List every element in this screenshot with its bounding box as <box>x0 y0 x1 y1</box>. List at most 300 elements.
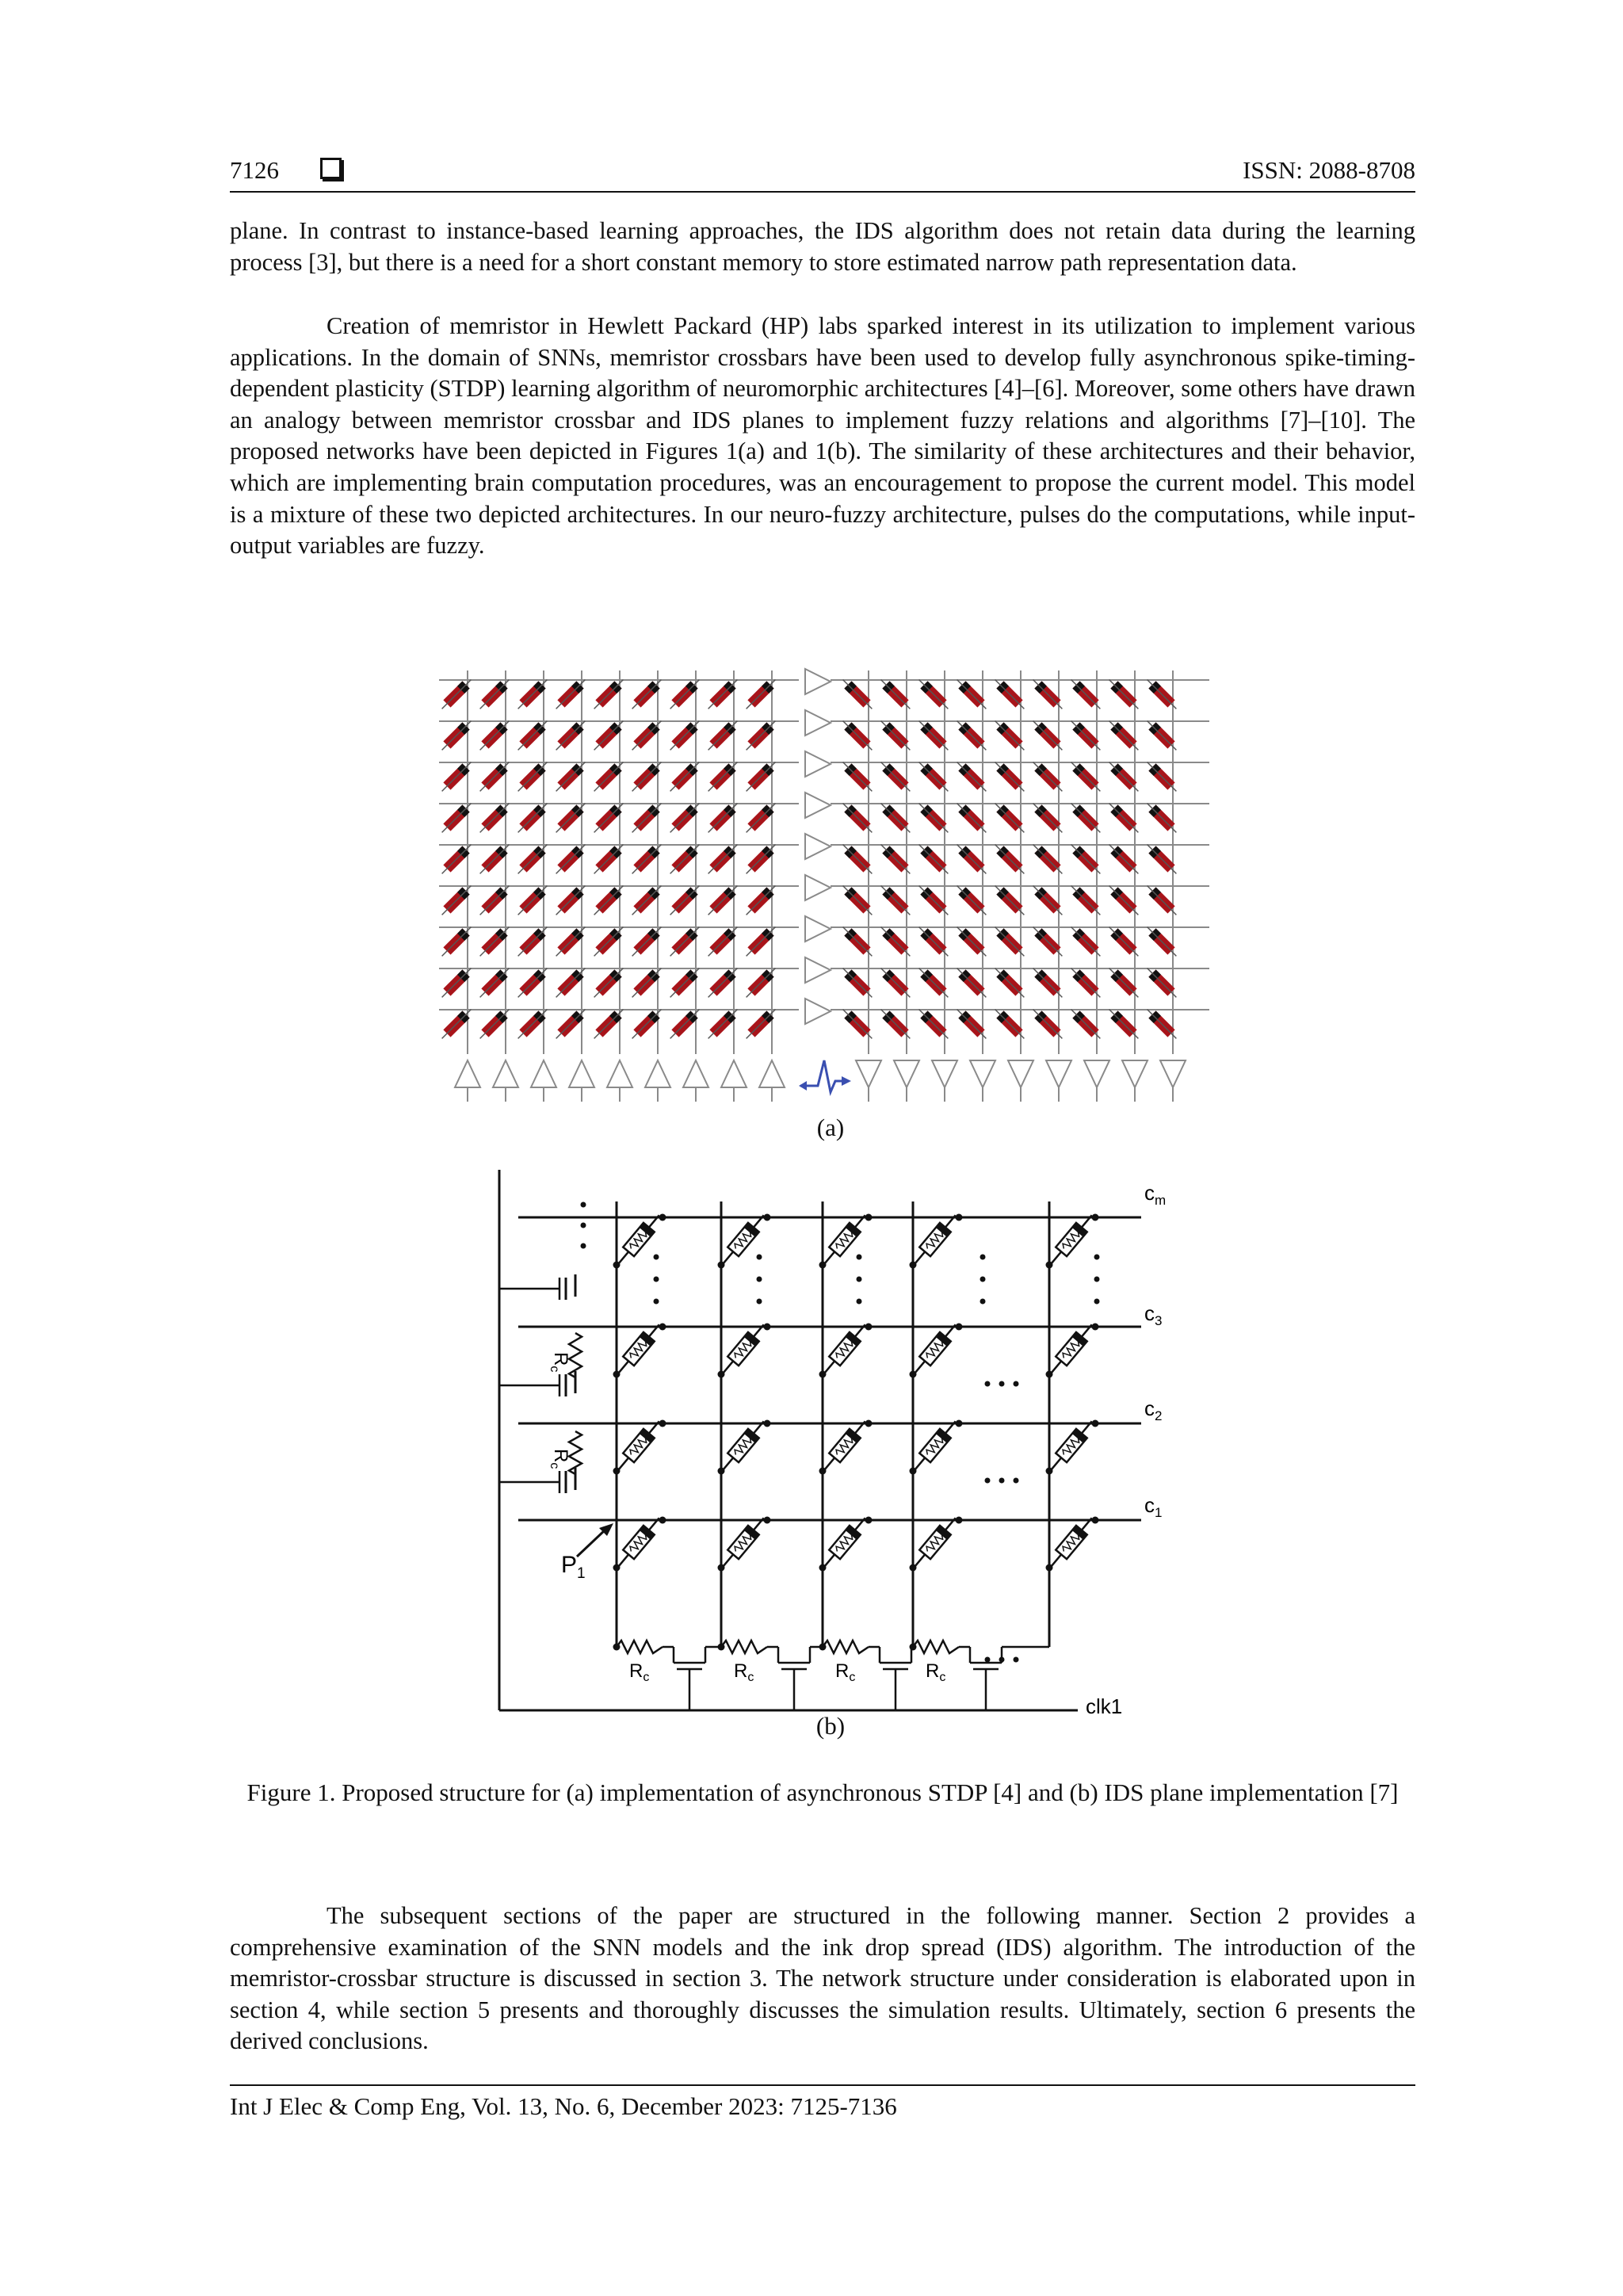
memristor-right <box>1144 965 1180 1001</box>
junction-dot <box>1046 1371 1053 1378</box>
memristor-lead <box>957 680 987 709</box>
memristor-left <box>514 758 551 795</box>
memristor-lead <box>1033 886 1063 915</box>
memristor-lead <box>881 968 911 998</box>
junction-dot <box>956 1214 963 1221</box>
memristor-right <box>1067 923 1104 960</box>
memristor-right <box>953 965 990 1001</box>
memristor-symbol <box>1045 1211 1097 1269</box>
memristor-left <box>628 841 665 877</box>
memristor-left <box>476 1006 513 1042</box>
memristor-lead <box>843 886 873 915</box>
memristor-left <box>476 923 513 960</box>
memristor-lead <box>747 845 776 874</box>
memristor-lead <box>881 721 911 751</box>
memristor-right <box>1029 965 1066 1001</box>
memristor-left <box>552 717 589 754</box>
memristor-lead <box>881 1010 911 1039</box>
neuron-triangle-up <box>683 1060 708 1087</box>
junction-dot <box>956 1517 963 1524</box>
neuron-triangle-right <box>805 875 831 900</box>
page-number: 7126 <box>230 156 279 184</box>
memristor-right <box>991 676 1028 712</box>
memristor-left <box>552 923 589 960</box>
memristor-lead <box>480 804 510 833</box>
bottom-resistor <box>913 1641 959 1653</box>
junction-dot <box>1092 1420 1099 1427</box>
memristor-right <box>1106 717 1142 754</box>
memristor-lead <box>995 886 1025 915</box>
memristor-left <box>476 676 513 712</box>
junction-dot <box>659 1214 666 1221</box>
memristor-left <box>705 758 741 795</box>
memristor-box <box>919 1332 951 1366</box>
memristor-right <box>1029 923 1066 960</box>
memristor-left <box>628 882 665 919</box>
memristor-lead <box>708 680 738 709</box>
neuron-triangle-right <box>805 957 831 983</box>
junction-dot <box>613 1468 621 1475</box>
memristor-lead <box>556 762 586 792</box>
memristor-lead <box>843 721 873 751</box>
label-c2: $c_2$ <box>1144 1396 1163 1423</box>
memristor-lead <box>747 680 776 709</box>
memristor-symbol <box>717 1514 769 1572</box>
memristor-lead <box>919 886 949 915</box>
junction-dot <box>764 1420 771 1427</box>
memristor-box <box>1056 1526 1087 1559</box>
neuron-triangle-down <box>894 1060 919 1087</box>
ellipsis-dot <box>980 1299 986 1305</box>
memristor-lead <box>1109 721 1139 751</box>
memristor-lead <box>1109 845 1139 874</box>
memristor-right <box>839 717 876 754</box>
memristor-lead <box>670 968 700 998</box>
memristor-lead <box>708 762 738 792</box>
running-header <box>230 153 1415 193</box>
memristor-lead <box>1071 721 1101 751</box>
memristor-right <box>1067 841 1104 877</box>
memristor-right <box>839 676 876 712</box>
memristor-lead <box>843 1010 873 1039</box>
memristor-lead <box>518 721 548 751</box>
memristor-lead <box>957 886 987 915</box>
memristor-lead <box>919 968 949 998</box>
memristor-left <box>552 758 589 795</box>
memristor-lead <box>670 804 700 833</box>
memristor-left <box>438 882 475 919</box>
memristor-right <box>915 841 952 877</box>
memristor-right <box>1106 882 1142 919</box>
memristor-lead <box>670 721 700 751</box>
memristor-right <box>877 1006 914 1042</box>
label-rc <box>629 1660 649 1684</box>
memristor-lead <box>632 845 662 874</box>
memristor-right <box>877 841 914 877</box>
junction-dot <box>956 1420 963 1427</box>
memristor-left <box>743 882 779 919</box>
neuron-triangle-right <box>805 710 831 735</box>
memristor-left <box>666 717 703 754</box>
junction-dot <box>764 1517 771 1524</box>
memristor-left <box>666 965 703 1001</box>
memristor-left <box>552 800 589 836</box>
memristor-lead <box>594 804 624 833</box>
label-rc-sub: c <box>548 1366 561 1373</box>
memristor-lead <box>480 968 510 998</box>
memristor-left <box>590 882 627 919</box>
memristor-lead <box>919 804 949 833</box>
memristor-right <box>1144 717 1180 754</box>
memristor-right <box>877 923 914 960</box>
spike-arrow-left <box>799 1081 807 1091</box>
memristor-lead <box>480 845 510 874</box>
memristor-left <box>705 923 741 960</box>
label-rc <box>548 1352 571 1372</box>
memristor-lead <box>1109 762 1139 792</box>
memristor-box <box>1056 1223 1087 1256</box>
memristor-lead <box>480 1010 510 1039</box>
label-rc-main: R <box>550 1352 571 1366</box>
memristor-left <box>666 1006 703 1042</box>
bottom-resistor <box>617 1641 663 1653</box>
memristor-lead <box>881 680 911 709</box>
memristor-left <box>552 882 589 919</box>
memristor-right <box>877 800 914 836</box>
memristor-left <box>476 965 513 1001</box>
junction-dot <box>910 1262 917 1269</box>
memristor-lead <box>919 927 949 957</box>
memristor-lead <box>1071 886 1101 915</box>
neuron-triangle-down <box>1084 1060 1109 1087</box>
label-rc <box>734 1660 754 1684</box>
ellipsis-dot <box>757 1277 762 1282</box>
memristor-symbol <box>1045 1320 1097 1378</box>
label-p1: $P_1$ <box>561 1552 586 1582</box>
label-rc-sub: c <box>548 1462 561 1469</box>
memristor-left <box>628 923 665 960</box>
memristor-lead <box>881 927 911 957</box>
memristor-lead <box>919 680 949 709</box>
memristor-lead <box>957 804 987 833</box>
memristor-right <box>953 676 990 712</box>
memristor-right <box>1029 882 1066 919</box>
memristor-lead <box>594 968 624 998</box>
junction-dot <box>1046 1262 1053 1269</box>
ellipsis-dot <box>1014 1478 1019 1484</box>
memristor-lead <box>670 886 700 915</box>
memristor-left <box>438 800 475 836</box>
ellipsis-dot <box>1094 1299 1100 1305</box>
p1-arrow-line <box>577 1530 605 1557</box>
memristor-lead <box>747 1010 776 1039</box>
memristor-right <box>991 1006 1028 1042</box>
memristor-lead <box>708 886 738 915</box>
memristor-lead <box>995 721 1025 751</box>
label-clk1: clk1 <box>1086 1694 1123 1718</box>
neuron-triangle-down <box>1160 1060 1186 1087</box>
memristor-lead <box>881 804 911 833</box>
memristor-symbol <box>819 1417 870 1475</box>
memristor-lead <box>1071 1010 1101 1039</box>
memristor-left <box>705 717 741 754</box>
memristor-left <box>590 800 627 836</box>
memristor-right <box>991 758 1028 795</box>
memristor-lead <box>518 762 548 792</box>
memristor-symbol <box>613 1417 664 1475</box>
memristor-lead <box>632 721 662 751</box>
memristor-right <box>877 965 914 1001</box>
memristor-left <box>705 965 741 1001</box>
neuron-triangle-up <box>645 1060 670 1087</box>
memristor-right <box>1144 841 1180 877</box>
memristor-lead <box>995 927 1025 957</box>
memristor-left <box>438 676 475 712</box>
junction-dot <box>1092 1517 1099 1524</box>
memristor-lead <box>1033 927 1063 957</box>
memristor-lead <box>480 886 510 915</box>
neuron-triangle-down <box>970 1060 995 1087</box>
memristor-symbol <box>909 1417 960 1475</box>
junction-dot <box>819 1644 827 1651</box>
memristor-lead <box>957 721 987 751</box>
memristor-left <box>705 1006 741 1042</box>
memristor-left <box>743 676 779 712</box>
memristor-left <box>438 923 475 960</box>
junction-dot <box>1046 1564 1053 1572</box>
memristor-right <box>915 1006 952 1042</box>
junction-dot <box>910 1468 917 1475</box>
ellipsis-dot <box>1094 1277 1100 1282</box>
memristor-lead <box>1109 927 1139 957</box>
memristor-lead <box>747 762 776 792</box>
memristor-right <box>953 882 990 919</box>
memristor-right <box>915 882 952 919</box>
memristor-lead <box>442 968 472 998</box>
memristor-lead <box>518 804 548 833</box>
memristor-lead <box>1148 721 1177 751</box>
junction-dot <box>718 1371 725 1378</box>
memristor-left <box>476 841 513 877</box>
memristor-right <box>1067 758 1104 795</box>
memristor-lead <box>442 845 472 874</box>
memristor-right <box>1067 717 1104 754</box>
memristor-left <box>590 758 627 795</box>
memristor-lead <box>556 1010 586 1039</box>
memristor-lead <box>518 968 548 998</box>
memristor-right <box>1144 676 1180 712</box>
ellipsis-dot <box>654 1277 659 1282</box>
neuron-triangle-up <box>455 1060 480 1087</box>
memristor-lead <box>594 762 624 792</box>
memristor-lead <box>594 927 624 957</box>
ellipsis-dot <box>980 1255 986 1260</box>
ellipsis-dot <box>857 1255 862 1260</box>
memristor-left <box>743 800 779 836</box>
memristor-right <box>991 841 1028 877</box>
memristor-lead <box>556 845 586 874</box>
bottom-resistor <box>721 1641 767 1653</box>
memristor-lead <box>518 927 548 957</box>
memristor-left <box>514 965 551 1001</box>
memristor-lead <box>843 680 873 709</box>
neuron-triangle-up <box>531 1060 556 1087</box>
memristor-symbol <box>819 1211 870 1269</box>
memristor-lead <box>518 680 548 709</box>
memristor-lead <box>556 927 586 957</box>
paragraph-1: plane. In contrast to instance-based learning approaches, the IDS algorithm does not retain data during the learning process [3], but there is a need for a short constant memory to store estimated narrow path representation data. <box>230 217 1415 276</box>
memristor-box <box>1056 1429 1087 1462</box>
memristor-lead <box>747 968 776 998</box>
memristor-lead <box>1148 886 1177 915</box>
memristor-lead <box>594 845 624 874</box>
memristor-lead <box>670 845 700 874</box>
junction-dot <box>1092 1324 1099 1331</box>
memristor-lead <box>708 804 738 833</box>
paragraph-3: The subsequent sections of the paper are structured in the following manner. Section 2 provides a comprehensive examination of the SNN models and the ink drop spread (IDS) algorithm. The introduction of the memristor-crossbar structure is discussed in section 3. The network structure under consideration is elaborated upon in section 4, while section 5 presents and thoroughly discusses the simulation results. Ultimately, section 6 presents the derived conclusions. <box>230 1902 1415 2055</box>
ellipsis-dot <box>654 1299 659 1305</box>
memristor-left <box>514 841 551 877</box>
memristor-right <box>1144 882 1180 919</box>
memristor-lead <box>442 927 472 957</box>
memristor-lead <box>1071 762 1101 792</box>
memristor-lead <box>881 886 911 915</box>
memristor-lead <box>632 927 662 957</box>
memristor-left <box>514 1006 551 1042</box>
memristor-left <box>514 923 551 960</box>
memristor-lead <box>1148 968 1177 998</box>
memristor-right <box>839 758 876 795</box>
memristor-right <box>1029 676 1066 712</box>
memristor-right <box>1067 800 1104 836</box>
junction-dot <box>865 1517 873 1524</box>
memristor-left <box>743 717 779 754</box>
memristor-right <box>1067 1006 1104 1042</box>
memristor-right <box>953 758 990 795</box>
memristor-right <box>839 800 876 836</box>
memristor-lead <box>632 886 662 915</box>
memristor-lead <box>747 721 776 751</box>
junction-dot <box>718 1262 725 1269</box>
memristor-right <box>915 800 952 836</box>
memristor-lead <box>919 845 949 874</box>
memristor-symbol <box>909 1320 960 1378</box>
memristor-right <box>1067 882 1104 919</box>
label-rc <box>835 1660 855 1684</box>
memristor-lead <box>1071 968 1101 998</box>
memristor-lead <box>594 680 624 709</box>
memristor-lead <box>1071 927 1101 957</box>
junction-dot <box>1046 1468 1053 1475</box>
memristor-left <box>514 882 551 919</box>
junction-dot <box>659 1517 666 1524</box>
square-bullet-icon <box>320 158 342 179</box>
neuron-triangle-up <box>493 1060 518 1087</box>
junction-dot <box>613 1564 621 1572</box>
label-c1: $c_1$ <box>1144 1493 1163 1520</box>
figure-1a-label: (a) <box>816 1114 845 1141</box>
memristor-lead <box>995 804 1025 833</box>
memristor-lead <box>919 762 949 792</box>
neuron-triangle-up <box>607 1060 632 1087</box>
memristor-left <box>438 1006 475 1042</box>
memristor-symbol <box>1045 1514 1097 1572</box>
memristor-lead <box>556 721 586 751</box>
memristor-left <box>476 800 513 836</box>
memristor-right <box>915 965 952 1001</box>
memristor-symbol <box>909 1211 960 1269</box>
memristor-right <box>1106 676 1142 712</box>
memristor-lead <box>518 886 548 915</box>
memristor-left <box>628 676 665 712</box>
memristor-box <box>919 1429 951 1462</box>
ellipsis-dot <box>985 1657 991 1663</box>
memristor-left <box>476 717 513 754</box>
junction-dot <box>910 1644 917 1651</box>
memristor-lead <box>442 680 472 709</box>
memristor-lead <box>556 804 586 833</box>
memristor-lead <box>708 721 738 751</box>
memristor-lead <box>1148 1010 1177 1039</box>
memristor-lead <box>632 1010 662 1039</box>
neuron-triangle-right <box>805 751 831 777</box>
memristor-symbol <box>819 1320 870 1378</box>
memristor-left <box>666 758 703 795</box>
memristor-lead <box>1148 845 1177 874</box>
memristor-left <box>590 965 627 1001</box>
label-rc-sub: c <box>747 1671 754 1684</box>
memristor-left <box>666 841 703 877</box>
memristor-left <box>552 965 589 1001</box>
memristor-right <box>839 965 876 1001</box>
junction-dot <box>718 1468 725 1475</box>
memristor-right <box>839 1006 876 1042</box>
memristor-box <box>727 1429 759 1462</box>
memristor-box <box>623 1429 655 1462</box>
memristor-lead <box>1148 680 1177 709</box>
memristor-lead <box>1071 845 1101 874</box>
memristor-box <box>829 1429 861 1462</box>
memristor-lead <box>670 680 700 709</box>
memristor-left <box>705 882 741 919</box>
memristor-left <box>666 923 703 960</box>
running-footer <box>230 2084 1415 2121</box>
memristor-left <box>438 758 475 795</box>
neuron-triangle-up <box>569 1060 594 1087</box>
memristor-lead <box>1071 680 1101 709</box>
label-rc-sub: c <box>849 1671 856 1684</box>
memristor-lead <box>843 968 873 998</box>
ellipsis-dot <box>999 1478 1005 1484</box>
memristor-right <box>1144 1006 1180 1042</box>
ellipsis-dot <box>757 1255 762 1260</box>
memristor-lead <box>1033 1010 1063 1039</box>
junction-dot <box>910 1564 917 1572</box>
memristor-left <box>628 1006 665 1042</box>
memristor-left <box>514 800 551 836</box>
neuron-triangle-right <box>805 793 831 818</box>
memristor-right <box>1144 800 1180 836</box>
memristor-box <box>623 1223 655 1256</box>
neuron-triangle-right <box>805 669 831 694</box>
memristor-lead <box>1109 804 1139 833</box>
label-rc-main: R <box>629 1660 643 1682</box>
neuron-triangle-up <box>721 1060 747 1087</box>
memristor-lead <box>708 927 738 957</box>
memristor-left <box>628 717 665 754</box>
junction-dot <box>865 1420 873 1427</box>
spike-waveform <box>800 1060 846 1092</box>
